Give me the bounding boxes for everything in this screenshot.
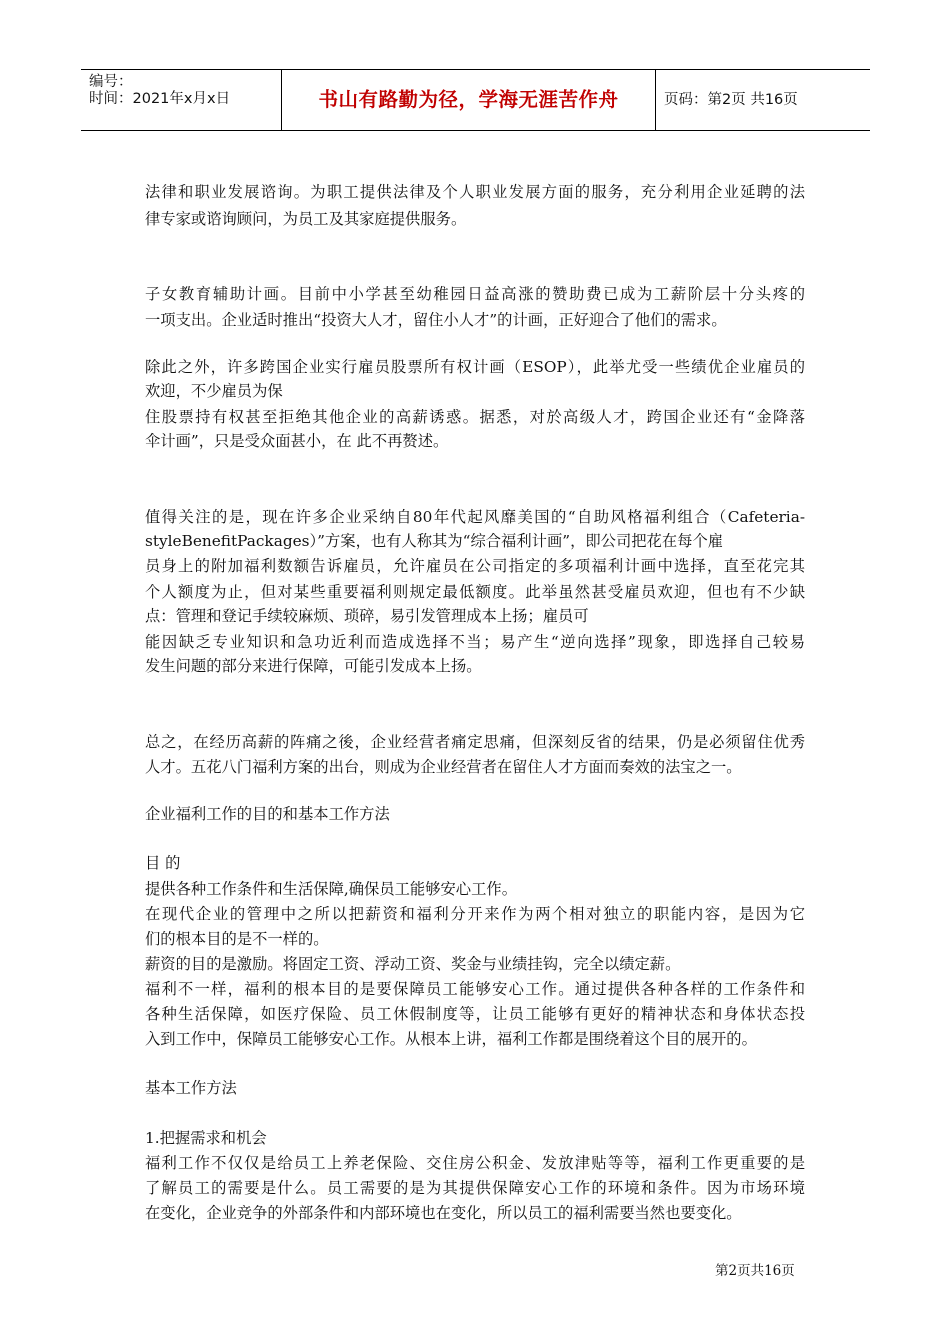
document-date: 时间：2021年x月x日 bbox=[89, 91, 231, 107]
document-number-label: 编号： bbox=[89, 74, 133, 90]
body-line: 个人额度为止，但对某些重要福利则规定最低额度。此举虽然甚受雇员欢迎，但也有不少缺 bbox=[145, 583, 805, 601]
header-meta bbox=[81, 70, 281, 130]
header-page-info: 页码：第2页 共16页 bbox=[664, 92, 798, 108]
item-heading: 1.把握需求和机会 bbox=[145, 1129, 267, 1147]
body-line: 福利不一样，福利的根本目的是要保障员工能够安心工作。通过提供各种各样的工作条件和 bbox=[145, 980, 805, 998]
body-line: 薪资的目的是激励。将固定工资、浮动工资、奖金与业绩挂钩，完全以绩定薪。 bbox=[145, 955, 681, 973]
body-line: 提供各种工作条件和生活保障,确保员工能够安心工作。 bbox=[145, 880, 517, 898]
body-line: 了解员工的需要是什么。员工需要的是为其提供保障安心工作的环境和条件。因为市场环境 bbox=[145, 1179, 805, 1197]
section-heading: 企业福利工作的目的和基本工作方法 bbox=[145, 805, 390, 823]
body-line: 律专家或谘询顾问，为员工及其家庭提供服务。 bbox=[145, 210, 467, 228]
page-footer: 第2页共16页 bbox=[715, 1263, 795, 1279]
body-line: 总之，在经历高薪的阵痛之後，企业经营者痛定思痛，但深刻反省的结果，仍是必须留住优秀 bbox=[145, 733, 805, 751]
body-line: 在现代企业的管理中之所以把薪资和福利分开来作为两个相对独立的职能内容，是因为它 bbox=[145, 905, 805, 923]
header-motto: 书山有路勤为径，学海无涯苦作舟 bbox=[281, 70, 656, 130]
body-line: 值得关注的是，现在许多企业采纳自80年代起风靡美国的“自助风格福利组合（Cafeteria- bbox=[145, 508, 805, 526]
page-header bbox=[81, 69, 870, 131]
body-line: 福利工作不仅仅是给员工上养老保险、交住房公积金、发放津贴等等，福利工作更重要的是 bbox=[145, 1154, 805, 1172]
subsection-heading: 基本工作方法 bbox=[145, 1079, 237, 1097]
body-line: 欢迎，不少雇员为保 bbox=[145, 382, 283, 400]
body-line: 在变化，企业竞争的外部条件和内部环境也在变化，所以员工的福利需要当然也要变化。 bbox=[145, 1204, 742, 1222]
body-line: 入到工作中，保障员工能够安心工作。从根本上讲，福利工作都是围绕着这个目的展开的。 bbox=[145, 1030, 757, 1048]
body-line: 各种生活保障，如医疗保险、员工休假制度等，让员工能够有更好的精神状态和身体状态投 bbox=[145, 1005, 805, 1023]
body-line: 法律和职业发展谘询。为职工提供法律及个人职业发展方面的服务，充分利用企业延聘的法 bbox=[145, 183, 805, 201]
body-line: 发生问题的部分来进行保障，可能引发成本上扬。 bbox=[145, 657, 482, 675]
body-line: 人才。五花八门福利方案的出台，则成为企业经营者在留住人才方面而奏效的法宝之一。 bbox=[145, 758, 742, 776]
body-line: 们的根本目的是不一样的。 bbox=[145, 930, 329, 948]
body-line: 伞计画”，只是受众面甚小，在 此不再赘述。 bbox=[145, 432, 449, 450]
body-line: 点：管理和登记手续较麻烦、琐碎，易引发管理成本上扬；雇员可 bbox=[145, 607, 589, 625]
body-line: 员身上的附加福利数额告诉雇员，允许雇员在公司指定的多项福利计画中选择，直至花完其 bbox=[145, 557, 805, 575]
body-line: 一项支出。企业适时推出“投资大人才，留住小人才”的计画，正好迎合了他们的需求。 bbox=[145, 311, 727, 329]
body-line: 能因缺乏专业知识和急功近利而造成选择不当；易产生“逆向选择”现象，即选择自己较易 bbox=[145, 633, 805, 651]
body-line: 除此之外，许多跨国企业实行雇员股票所有权计画（ESOP），此举尤受一些绩优企业雇员的 bbox=[145, 358, 805, 376]
body-line: styleBenefitPackages）”方案，也有人称其为“综合福利计画”，即公司把花在每个雇 bbox=[145, 532, 724, 550]
body-line: 住股票持有权甚至拒绝其他企业的高薪诱惑。据悉，对於高级人才，跨国企业还有“金降落 bbox=[145, 408, 805, 426]
subsection-heading: 目 的 bbox=[145, 854, 181, 872]
body-line: 子女教育辅助计画。目前中小学甚至幼稚园日益高涨的赞助费已成为工薪阶层十分头疼的 bbox=[145, 285, 805, 303]
